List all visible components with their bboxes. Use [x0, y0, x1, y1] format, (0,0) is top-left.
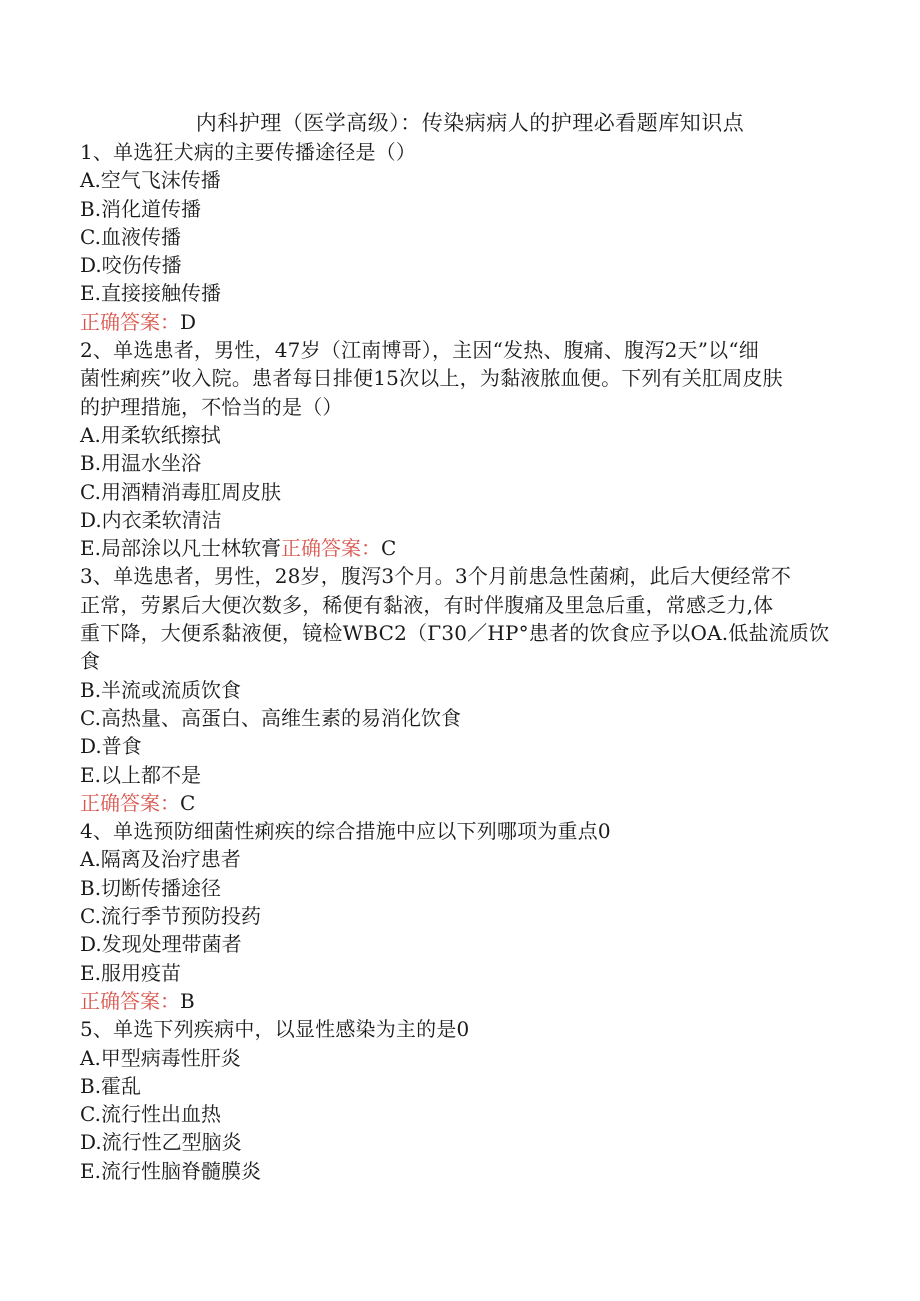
option-d: D.普食	[80, 734, 142, 759]
option-c: C.流行性出血热	[80, 1102, 221, 1127]
question-stem: 4、单选预防细菌性痢疾的综合措施中应以下列哪项为重点0	[80, 819, 611, 844]
correct-answer	[80, 308, 840, 336]
question-stem-line: 菌性痢疾”收入院。患者每日排便15次以上，为黏液脓血便。下列有关肛周皮肤	[80, 366, 783, 391]
answer-value: C	[380, 536, 397, 561]
option-d: D.咬伤传播	[80, 253, 182, 278]
correct-answer	[80, 987, 840, 1015]
question-stem-line: 3、单选患者，男性，28岁，腹泻3个月。3个月前患急性菌痢，此后大便经常不	[80, 564, 792, 589]
option-b: B.切断传播途径	[80, 875, 222, 900]
question-stem-line: 重下降，大便系黏液便，镜检WBC2（Γ30／HP°患者的饮食应予以OA.低盐流质饮	[80, 621, 830, 646]
question-stem-line: 2、单选患者，男性，47岁（江南博哥），主因“发热、腹痛、腹泻2天”以“细	[80, 338, 759, 363]
question-stem-line: 的护理措施，不恰当的是（）	[80, 394, 343, 419]
option-b: B.霍乱	[80, 1073, 142, 1098]
option-c: C.用酒精消毒肛周皮肤	[80, 479, 281, 504]
option-c: C.血液传播	[80, 224, 181, 249]
question-stem: 5、单选下列疾病中，以显性感染为主的是0	[80, 1017, 470, 1042]
option-b: B.消化道传播	[80, 196, 202, 221]
option-a: A.空气飞沫传播	[80, 168, 221, 193]
option-b: B.半流或流质饮食	[80, 677, 242, 702]
option-a: A.甲型病毒性肝炎	[80, 1045, 241, 1070]
answer-label: 正确答案：	[80, 790, 180, 815]
option-e: E.流行性脑脊髓膜炎	[80, 1158, 261, 1183]
option-a: A.用柔软纸擦拭	[80, 422, 221, 447]
question-3	[80, 562, 840, 817]
answer-label: 正确答案：	[80, 988, 180, 1013]
option-d: D.发现处理带菌者	[80, 932, 242, 957]
question-stem-line: 食	[80, 649, 101, 674]
answer-value: C	[180, 790, 196, 815]
option-e: E.以上都不是	[80, 762, 201, 787]
answer-label: 正确答案：	[80, 309, 180, 334]
option-e: E.直接接触传播	[80, 281, 221, 306]
option-d: D.内衣柔软清洁	[80, 507, 222, 532]
option-a: A.隔离及治疗患者	[80, 847, 241, 872]
question-5	[80, 1015, 840, 1185]
correct-answer	[80, 789, 840, 817]
page-title: 内科护理（医学高级）：传染病病人的护理必看题库知识点	[195, 111, 745, 135]
question-1	[80, 138, 840, 336]
document-page	[80, 108, 840, 1185]
question-stem-line: 正常，劳累后大便次数多，稀便有黏液，有时伴腹痛及里急后重，常感乏力,体	[80, 592, 774, 617]
option-e: E.服用疫苗	[80, 960, 181, 985]
answer-value: D	[180, 309, 197, 334]
option-e: E.局部涂以凡士林软膏	[80, 536, 281, 561]
option-c: C.高热量、高蛋白、高维生素的易消化饮食	[80, 705, 461, 730]
question-stem: 1、单选狂犬病的主要传播途径是（）	[80, 140, 417, 164]
answer-label: 正确答案：	[280, 536, 381, 561]
option-e-with-answer	[80, 534, 840, 562]
option-c: C.流行季节预防投药	[80, 904, 261, 929]
question-4	[80, 817, 840, 1015]
question-2	[80, 336, 840, 562]
answer-value: B	[180, 988, 195, 1013]
option-d: D.流行性乙型脑炎	[80, 1130, 242, 1155]
option-b: B.用温水坐浴	[80, 451, 202, 476]
